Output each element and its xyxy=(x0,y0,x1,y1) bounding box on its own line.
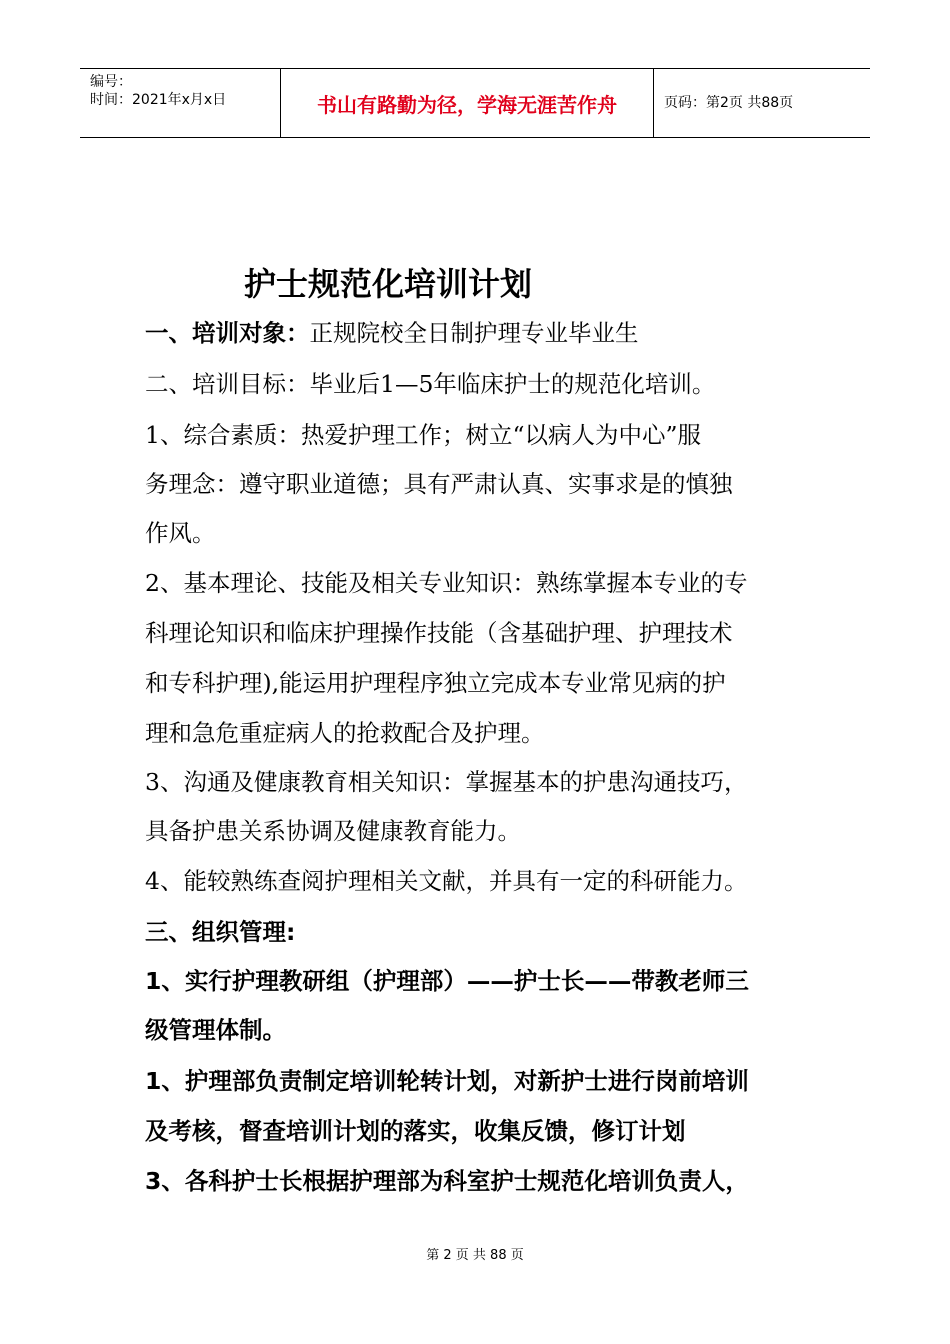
org-item2-line2: 及考核，督查培训计划的落实，收集反馈，修订计划 xyxy=(145,1117,686,1145)
org-item2-line1: 1、护理部负责制定培训轮转计划，对新护士进行岗前培训 xyxy=(145,1067,749,1095)
goal2-line3: 和专科护理),能运用护理程序独立完成本专业常见病的护 xyxy=(145,669,726,697)
goal3-line2: 具备护患关系协调及健康教育能力。 xyxy=(145,817,521,845)
section3-heading: 三、组织管理: xyxy=(145,918,296,946)
header-middle-cell xyxy=(281,69,654,137)
header-right-cell xyxy=(654,69,870,137)
header-table xyxy=(80,68,870,138)
motto-text: 书山有路勤为径，学海无涯苦作舟 xyxy=(317,93,617,117)
section1-text: 正规院校全日制护理专业毕业生 xyxy=(309,319,639,347)
goal1-line3: 作风。 xyxy=(145,519,216,547)
page-footer: 第 2 页 共 88 页 xyxy=(426,1248,524,1263)
number-label: 编号： xyxy=(90,74,132,90)
goal4-line1: 4、能较熟练查阅护理相关文献，并具有一定的科研能力。 xyxy=(145,867,748,895)
section1-line xyxy=(145,318,639,348)
org-item3-line1: 3、各科护士长根据护理部为科室护士规范化培训负责人， xyxy=(145,1167,749,1195)
goal2-line4: 理和急危重症病人的抢救配合及护理。 xyxy=(145,719,545,747)
org-item1-line2: 级管理体制。 xyxy=(145,1016,286,1044)
section1-heading: 一、培训对象： xyxy=(145,319,310,347)
goal1-line1: 1、综合素质：热爱护理工作；树立“以病人为中心”服 xyxy=(145,421,701,449)
org-item1-line1: 1、实行护理教研组（护理部）——护士长——带教老师三 xyxy=(145,967,749,995)
header-left-cell xyxy=(80,69,281,137)
section2-heading: 二、培训目标：毕业后1—5年临床护士的规范化培训。 xyxy=(145,370,716,398)
document-title: 护士规范化培训计划 xyxy=(244,265,533,303)
time-label: 时间：2021年x月x日 xyxy=(90,92,227,108)
goal3-line1: 3、沟通及健康教育相关知识：掌握基本的护患沟通技巧， xyxy=(145,768,748,796)
goal1-line2: 务理念：遵守职业道德；具有严肃认真、实事求是的慎独 xyxy=(145,470,733,498)
goal2-line1: 2、基本理论、技能及相关专业知识：熟练掌握本专业的专 xyxy=(145,569,748,597)
page-info: 页码：第2页 共88页 xyxy=(664,95,794,111)
goal2-line2: 科理论知识和临床护理操作技能（含基础护理、护理技术 xyxy=(145,619,733,647)
